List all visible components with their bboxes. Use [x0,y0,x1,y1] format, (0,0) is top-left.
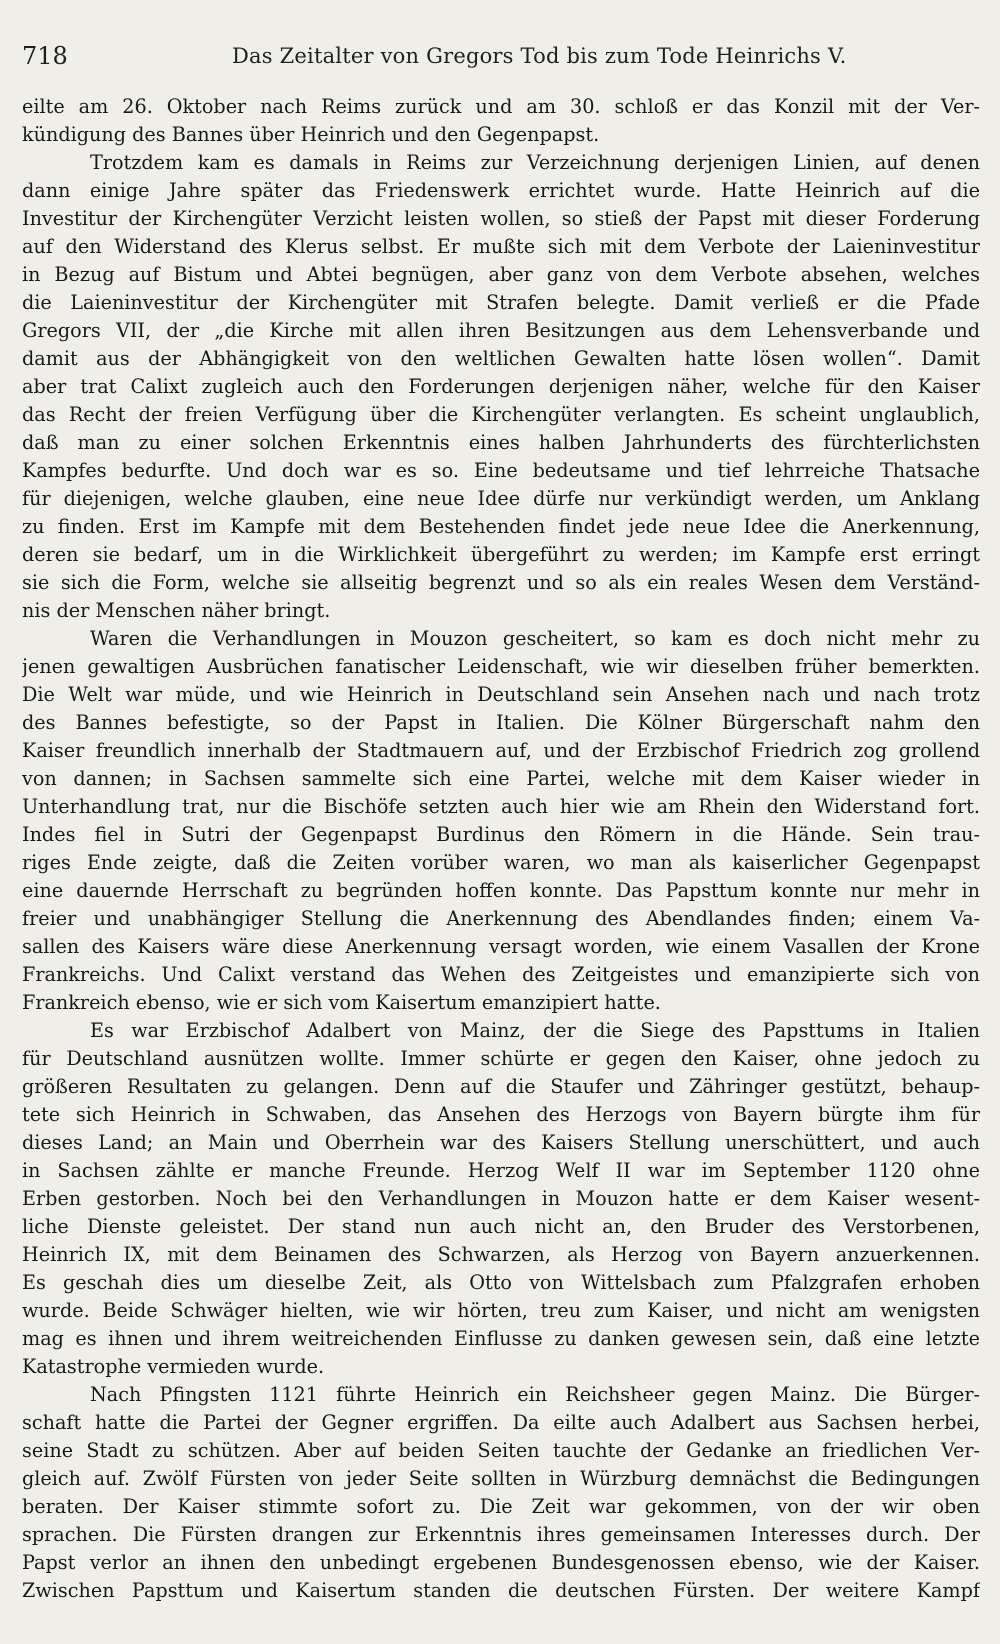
text-line: sallen des Kaisers wäre diese Anerkennung versagt worden, wie einem Vasallen der Krone [22,935,980,958]
text-line: Heinrich IX, mit dem Beinamen des Schwarzen, als Herzog von Bayern anzuerkennen. [22,1243,980,1266]
text-line: dieses Land; an Main und Oberrhein war des Kaisers Stellung unerschüttert, und auch [22,1131,980,1154]
text-line: Frankreich ebenso, wie er sich vom Kaisertum emanzipiert hatte. [22,991,661,1014]
text-line: schaft hatte die Partei der Gegner ergriffen. Da eilte auch Adalbert aus Sachsen herbei, [22,1411,980,1434]
text-line: aber trat Calixt zugleich auch den Forderungen derjenigen näher, welche für den Kaiser [22,375,980,398]
text-line: des Bannes befestigte, so der Papst in Italien. Die Kölner Bürgerschaft nahm den [22,711,980,734]
text-line: Indes fiel in Sutri der Gegenpapst Burdinus den Römern in die Hände. Sein trau- [22,823,980,846]
text-line: Waren die Verhandlungen in Mouzon gescheitert, so kam es doch nicht mehr zu [90,627,980,650]
text-line: eilte am 26. Oktober nach Reims zurück und am 30. schloß er das Konzil mit der Ver- [22,95,980,118]
text-line: Gregors VII, der „die Kirche mit allen ihren Besitzungen aus dem Lehensverbande und [22,319,980,342]
text-line: beraten. Der Kaiser stimmte sofort zu. Die Zeit war gekommen, von der wir oben [22,1495,980,1518]
text-line: Frankreichs. Und Calixt verstand das Wehen des Zeitgeistes und emanzipierte sich von [22,963,980,986]
text-line: Papst verlor an ihnen den unbedingt ergebenen Bundesgenossen ebenso, wie der Kaiser. [22,1551,980,1574]
text-line: kündigung des Bannes über Heinrich und den Gegenpapst. [22,123,600,146]
text-line: zu finden. Erst im Kampfe mit dem Bestehenden findet jede neue Idee die Anerkennung, [22,515,980,538]
text-line: Die Welt war müde, und wie Heinrich in Deutschland sein Ansehen nach und nach trotz [22,683,980,706]
text-line: größeren Resultaten zu gelangen. Denn auf die Staufer und Zähringer gestützt, behaup- [22,1075,980,1098]
running-head-title: Das Zeitalter von Gregors Tod bis zum Tode Heinrichs V. [232,44,847,68]
text-line: eine dauernde Herrschaft zu begründen hoffen konnte. Das Papsttum konnte nur mehr in [22,879,980,902]
text-line: seine Stadt zu schützen. Aber auf beiden Seiten tauchte der Gedanke an friedlichen Ver- [22,1439,980,1462]
text-line: Unterhandlung trat, nur die Bischöfe setzten auch hier wie am Rhein den Widerstand fort. [22,795,980,818]
text-line: riges Ende zeigte, daß die Zeiten vorüber waren, wo man als kaiserlicher Gegenpapst [22,851,980,874]
text-line: liche Dienste geleistet. Der stand nun auch nicht an, den Bruder des Verstorbenen, [22,1215,980,1238]
text-line: Erben gestorben. Noch bei den Verhandlungen in Mouzon hatte er dem Kaiser wesent- [22,1187,980,1210]
text-line: sie sich die Form, welche sie allseitig begrenzt und so als ein reales Wesen dem Verständ- [22,571,980,594]
running-head [22,38,977,74]
text-line: jenen gewaltigen Ausbrüchen fanatischer Leidenschaft, wie wir dieselben früher bemerkten. [22,655,980,678]
text-line: für Deutschland ausnützen wollte. Immer schürte er gegen den Kaiser, ohne jedoch zu [22,1047,980,1070]
text-line: Kampfes bedurfte. Und doch war es so. Eine bedeutsame und tief lehrreiche Thatsache [22,459,980,482]
text-line: in Bezug auf Bistum und Abtei begnügen, aber ganz von dem Verbote absehen, welches [22,263,980,286]
text-line: mag es ihnen und ihrem weitreichenden Einflusse zu danken gewesen sein, daß eine letzte [22,1327,980,1350]
text-line: Kaiser freundlich innerhalb der Stadtmauern auf, und der Erzbischof Friedrich zog grollend [22,739,980,762]
text-line: für diejenigen, welche glauben, eine neue Idee dürfe nur verkündigt werden, um Anklang [22,487,980,510]
text-line: wurde. Beide Schwäger hielten, wie wir hörten, treu zum Kaiser, und nicht am wenigsten [22,1299,980,1322]
text-line: von dannen; in Sachsen sammelte sich eine Partei, welche mit dem Kaiser wieder in [22,767,980,790]
page-number: 718 [22,42,68,70]
text-line: auf den Widerstand des Klerus selbst. Er mußte sich mit dem Verbote der Laieninvestitur [22,235,980,258]
body-text [22,93,980,1605]
text-line: Katastrophe vermieden wurde. [22,1355,325,1378]
text-line: Investitur der Kirchengüter Verzicht leisten wollen, so stieß der Papst mit dieser Forderung [22,207,980,230]
text-line: gleich auf. Zwölf Fürsten von jeder Seite sollten in Würzburg demnächst die Bedingungen [22,1467,980,1490]
text-line: damit aus der Abhängigkeit von den weltlichen Gewalten hatte lösen wollen“. Damit [22,347,980,370]
text-line: daß man zu einer solchen Erkenntnis eines halben Jahrhunderts des fürchterlichsten [22,431,980,454]
text-line: Trotzdem kam es damals in Reims zur Verzeichnung derjenigen Linien, auf denen [90,151,980,174]
text-line: dann einige Jahre später das Friedenswerk errichtet wurde. Hatte Heinrich auf die [22,179,980,202]
text-line: Es war Erzbischof Adalbert von Mainz, der die Siege des Papsttums in Italien [90,1019,980,1042]
text-line: sprachen. Die Fürsten drangen zur Erkenntnis ihres gemeinsamen Interesses durch. Der [22,1523,980,1546]
text-line: in Sachsen zählte er manche Freunde. Herzog Welf II war im September 1120 ohne [22,1159,980,1182]
text-line: das Recht der freien Verfügung über die Kirchengüter verlangten. Es scheint unglaublich, [22,403,980,426]
text-line: Nach Pfingsten 1121 führte Heinrich ein Reichsheer gegen Mainz. Die Bürger- [90,1383,980,1406]
text-line: tete sich Heinrich in Schwaben, das Ansehen des Herzogs von Bayern bürgte ihm für [22,1103,980,1126]
text-line: deren sie bedarf, um in die Wirklichkeit übergeführt zu werden; im Kampfe erst erringt [22,543,980,566]
text-line: die Laieninvestitur der Kirchengüter mit Strafen belegte. Damit verließ er die Pfade [22,291,980,314]
text-line: Es geschah dies um dieselbe Zeit, als Otto von Wittelsbach zum Pfalzgrafen erhoben [22,1271,980,1294]
text-line: nis der Menschen näher bringt. [22,599,331,622]
text-line: freier und unabhängiger Stellung die Anerkennung des Abendlandes finden; einem Va- [22,907,980,930]
text-line: Zwischen Papsttum und Kaisertum standen die deutschen Fürsten. Der weitere Kampf [22,1579,980,1602]
